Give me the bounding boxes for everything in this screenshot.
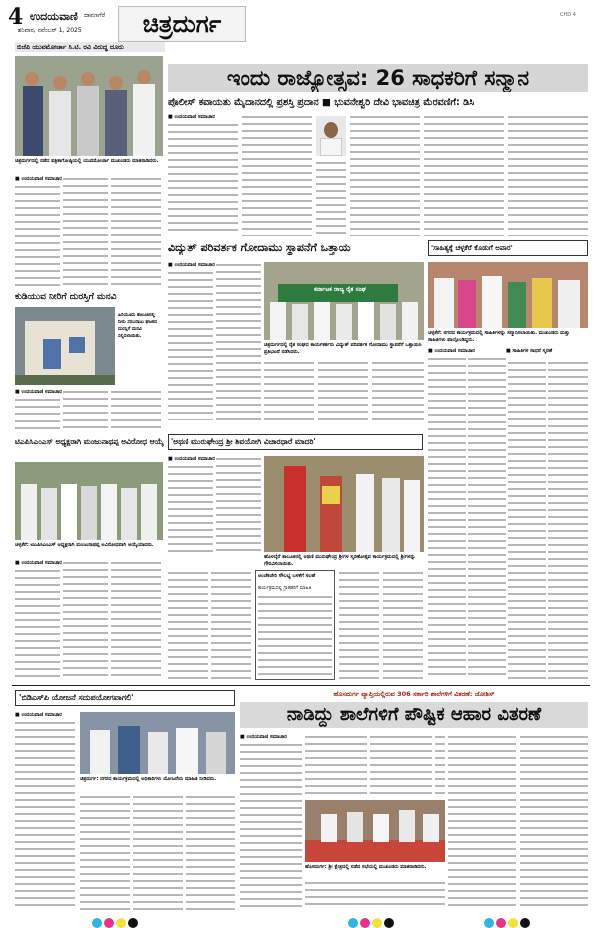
left-story3-text-col1 bbox=[15, 568, 60, 680]
left-story3-text-col2 bbox=[63, 560, 108, 680]
left-story1-headline: ಬಿಜೆಪಿ ಯುವಮೋರ್ಚಾ ಸಿ.ಟಿ. ರವಿ ವಿರುದ್ಧ ದೂರು bbox=[15, 42, 165, 52]
mid-story-text-col2 bbox=[216, 262, 261, 420]
left-story1-text-col3 bbox=[111, 176, 161, 289]
left-story2-text-col1 bbox=[15, 397, 60, 433]
left-story1-photo bbox=[15, 56, 163, 156]
mid-box-headline: ಅಂಚೆಕಚೇರಿ ಸೌಲಭ್ಯ ಬಳಕೆಗೆ ಸಲಹೆ bbox=[258, 573, 316, 579]
right-text-col3 bbox=[508, 360, 546, 680]
page-code: CHD 4 bbox=[560, 12, 576, 18]
bottom-left-headline: 'ಬಿಡಿಎಸ್‌ಪಿ ಯೋಜನೆ ಸದುಪಯೋಗವಾಗಲಿ' bbox=[15, 690, 235, 706]
lead-text-col5 bbox=[424, 114, 504, 236]
left-story2-text-col3 bbox=[111, 389, 161, 433]
mid-quote-caption: ಹೊಳಲ್ಕೆರೆ ತಾಲೂಕಿನಲ್ಲಿ ಅಥಣಿ ಮುರುಘೇಂದ್ರ ಶ್ರೀಗಳ ಸ್ಮರಣೋತ್ಸವ ಕಾರ್ಯಕ್ರಮದಲ್ಲಿ ಶ್ರೀಗಳನ್ನು ಗೌರವಿಸಲಾಯಿತು. bbox=[264, 554, 416, 567]
mid-quote-text-col1 bbox=[168, 464, 213, 552]
reg-black bbox=[384, 918, 394, 928]
right-photo bbox=[428, 262, 588, 328]
mid-story-text-col1 bbox=[168, 270, 213, 420]
lead-portrait bbox=[316, 116, 346, 156]
bottom-byline: ■ ಉದಯವಾಣಿ ಸಮಾಚಾರ bbox=[240, 734, 287, 740]
left-story3-caption: ಚಳ್ಳಕೆರೆ: ಟಿಎಪಿಸಿಎಂಎಸ್ ಅಧ್ಯಕ್ಷರಾಗಿ ಮಂಜುನಾಥಪ್ಪ ಅವಿರೋಧವಾಗಿ ಆಯ್ಕೆಯಾದರು. bbox=[15, 542, 154, 548]
left-byline-2: ■ ಉದಯವಾಣಿ ಸಮಾಚಾರ bbox=[15, 389, 62, 395]
right-quote-headline: 'ಸಾಹಿತ್ಯಕ್ಕೆ ಚಳ್ಳಕೆರೆ ಕೊಡುಗೆ ಅಪಾರ' bbox=[428, 240, 588, 256]
reg-magenta bbox=[104, 918, 114, 928]
bottom-left-caption: ಚಿತ್ರದುರ್ಗ: ನಗರದ ಕಾರ್ಯಕ್ರಮದಲ್ಲಿ ಅಧಿಕಾರಿಗಳು ಯೋಜನೆಯ ಮಾಹಿತಿ ನೀಡಿದರು. bbox=[80, 776, 217, 782]
lead-text-col1 bbox=[168, 122, 238, 236]
mid-lower-text-col4 bbox=[383, 570, 423, 680]
right-byline: ■ ಉದಯವಾಣಿ ಸಮಾಚಾರ bbox=[428, 348, 475, 354]
reg-cyan bbox=[484, 918, 494, 928]
registration-marks-1 bbox=[92, 913, 140, 928]
reg-yellow bbox=[372, 918, 382, 928]
lead-text-col4 bbox=[350, 114, 420, 236]
lead-text-col3 bbox=[316, 160, 346, 236]
issue-date: ಶನಿವಾರ, ನವೆಂಬರ್ 1, 2025 bbox=[18, 27, 82, 34]
bottom-left-text-col2 bbox=[80, 794, 130, 910]
left-story2-text-col2 bbox=[63, 389, 108, 433]
reg-yellow bbox=[116, 918, 126, 928]
reg-magenta bbox=[496, 918, 506, 928]
mid-story-text-col4 bbox=[318, 360, 368, 420]
lead-text-col6 bbox=[508, 114, 588, 236]
left-story1-text-col2 bbox=[63, 176, 108, 289]
edition-city: ದಾವಣಗೆರೆ bbox=[84, 12, 106, 19]
mid-story-caption: ಚಿತ್ರದುರ್ಗದಲ್ಲಿ ರೈತ ಸಂಘದ ಕಾರ್ಯಕರ್ತರು ವಿದ್ಯುತ್ ಪರಿವರ್ತಕ ಗೋದಾಮು ಸ್ಥಾಪನೆಗೆ ಒತ್ತಾಯಿಸಿ ಪ್ರತಿಭಟನೆ ನಡೆಸಿದರು. bbox=[264, 342, 422, 355]
right-sidebar-head: ■ ಸಾಹಿತಿಗಳ ಸಾಧನೆ ಸ್ಮರಣೆ bbox=[506, 348, 553, 354]
registration-marks-3 bbox=[484, 913, 532, 928]
mid-quote-photo bbox=[264, 456, 424, 552]
lead-subhead: ಪೊಲೀಸ್ ಕವಾಯತು ಮೈದಾನದಲ್ಲಿ ಪ್ರಶಸ್ತಿ ಪ್ರದಾನ ■ ಭುವನೇಶ್ವರಿ ದೇವಿ ಭಾವಚಿತ್ರ ಮೆರವಣಿಗೆ: ಡಿಸಿ bbox=[168, 97, 475, 108]
bottom-left-text-col1 bbox=[15, 720, 75, 910]
mid-lower-text-col2 bbox=[211, 570, 251, 680]
right-caption: ಚಳ್ಳಕೆರೆ: ನಗರದ ಕಾರ್ಯಕ್ರಮದಲ್ಲಿ ಸಾಹಿತಿಗಳನ್ನು ಸನ್ಮಾನಿಸಲಾಯಿತು. ಮುಖಂಡರು ಮತ್ತು ಸಾಹಿತಿಗಳು ಪಾಲ್ಗೊಂಡಿದ್ದರು. bbox=[428, 330, 570, 343]
section-title: ಚಿತ್ರದುರ್ಗ bbox=[118, 6, 246, 42]
left-story2-photo bbox=[15, 307, 115, 385]
mid-story-text-col3 bbox=[264, 360, 314, 420]
bottom-left-photo bbox=[80, 712, 235, 774]
bottom-photo bbox=[305, 800, 445, 862]
mid-quote-text-col2 bbox=[216, 456, 261, 552]
bottom-text-col1 bbox=[240, 742, 302, 910]
page-number: 4 bbox=[8, 4, 24, 30]
left-byline-3: ■ ಉದಯವಾಣಿ ಸಮಾಚಾರ bbox=[15, 560, 62, 566]
reg-black bbox=[520, 918, 530, 928]
bottom-caption: ಹೊಸದುರ್ಗ: ಶ್ರೀ ಕ್ಷೇತ್ರದಲ್ಲಿ ನಡೆದ ಸಭೆಯಲ್ಲಿ ಮುಖಂಡರು ಮಾತನಾಡಿದರು. bbox=[305, 864, 427, 870]
protest-banner-text: ಕರ್ನಾಟಕ ರಾಜ್ಯ ರೈತ ಸಂಘ bbox=[314, 286, 366, 293]
bottom-kicker: ಹೊಸದುರ್ಗ ವ್ಯಾಪ್ತಿಯಲ್ಲಿರುವ 306 ಸರ್ಕಾರಿ ಶಾಲೆಗಳಿಗೆ ವಿತರಣೆ: ಜೋಶಿಸ್ bbox=[333, 690, 495, 698]
right-text-col1 bbox=[428, 356, 466, 680]
mid-box-lines bbox=[258, 594, 332, 678]
reg-yellow bbox=[508, 918, 518, 928]
registration-marks-2 bbox=[348, 913, 396, 928]
reg-cyan bbox=[348, 918, 358, 928]
left-story3-photo bbox=[15, 462, 163, 540]
mid-quote-byline: ■ ಉದಯವಾಣಿ ಸಮಾಚಾರ bbox=[168, 456, 215, 462]
left-story2-headline: ಕುಡಿಯುವ ನೀರಿಗೆ ದುರಸ್ತಿಗೆ ಮನವಿ bbox=[15, 292, 117, 302]
reg-black bbox=[128, 918, 138, 928]
left-story1-caption: ಚಿತ್ರದುರ್ಗದಲ್ಲಿ ನಡೆದ ಪತ್ರಿಕಾಗೋಷ್ಠಿಯಲ್ಲಿ ಯುವಮೋರ್ಚಾ ಮುಖಂಡರು ಮಾತನಾಡಿದರು. bbox=[15, 158, 159, 164]
left-story2-sidecap: ಹಿರಿಯೂರು ತಾಲೂಕಿನಲ್ಲಿ ನೀರು ಸರಬರಾಜು ಘಟಕದ ದುರಸ್ತಿಗೆ ಮನವಿ ಸಲ್ಲಿಸಲಾಯಿತು. bbox=[118, 313, 158, 339]
bottom-text-col2 bbox=[305, 734, 367, 798]
bottom-text-col4 bbox=[448, 734, 516, 910]
bottom-text-col5 bbox=[520, 734, 588, 910]
bottom-headline: ನಾಡಿದ್ದು ಶಾಲೆಗಳಿಗೆ ಪೌಷ್ಟಿಕ ಆಹಾರ ವಿತರಣೆ bbox=[240, 702, 588, 728]
mid-story-photo bbox=[264, 262, 424, 340]
bottom-text-col3b bbox=[435, 734, 445, 798]
left-story1-text-col1 bbox=[15, 184, 60, 289]
mid-byline: ■ ಉದಯವಾಣಿ ಸಮಾಚಾರ bbox=[168, 262, 215, 268]
bottom-text-under-photo bbox=[305, 880, 445, 910]
mid-box bbox=[255, 570, 335, 680]
reg-cyan bbox=[92, 918, 102, 928]
left-story3-text-col3 bbox=[111, 560, 161, 680]
mid-story-text-col5 bbox=[372, 360, 424, 420]
bottom-divider bbox=[12, 685, 590, 686]
mid-box-text: ಕಾರ್ಯಕ್ರಮದಲ್ಲಿ ಗ್ರಾಹಕರಿಗೆ ಮಾಹಿತಿ bbox=[258, 586, 312, 591]
mid-lower-text-col1 bbox=[168, 570, 208, 680]
mid-story-headline: ವಿದ್ಯುತ್ ಪರಿವರ್ತಕ ಗೋದಾಮು ಸ್ಥಾಪನೆಗೆ ಒತ್ತಾಯ bbox=[168, 241, 351, 254]
lead-headline: ಇಂದು ರಾಜ್ಯೋತ್ಸವ: 26 ಸಾಧಕರಿಗೆ ಸನ್ಮಾನ bbox=[168, 64, 588, 92]
bottom-left-text-col4 bbox=[186, 794, 235, 910]
reg-magenta bbox=[360, 918, 370, 928]
bottom-text-col3 bbox=[370, 734, 432, 798]
mid-quote-headline: 'ಅಥಣಿ ಮುರುಘೇಂದ್ರ ಶ್ರೀ ಶಿವಯೋಗಿ ವಿಚಾರಧಾರೆ ಮಾದರಿ' bbox=[168, 434, 423, 450]
right-text-col2 bbox=[468, 356, 506, 680]
bottom-left-byline: ■ ಉದಯವಾಣಿ ಸಮಾಚಾರ bbox=[15, 712, 62, 718]
bottom-left-text-col3 bbox=[133, 794, 183, 910]
lead-byline: ■ ಉದಯವಾಣಿ ಸಮಾಚಾರ bbox=[168, 114, 215, 120]
left-story3-headline: ಟಿಎಪಿಸಿಎಂಎಸ್ ಅಧ್ಯಕ್ಷರಾಗಿ ಮಂಜುನಾಥಪ್ಪ ಅವಿರೋಧ ಆಯ್ಕೆ bbox=[15, 437, 164, 446]
left-byline-1: ■ ಉದಯವಾಣಿ ಸಮಾಚಾರ bbox=[15, 176, 62, 182]
mid-lower-text-col3 bbox=[339, 570, 379, 680]
brand-name: ಉದಯವಾಣಿ bbox=[30, 10, 78, 23]
right-text-col4 bbox=[548, 360, 588, 680]
lead-text-col2 bbox=[242, 114, 312, 236]
